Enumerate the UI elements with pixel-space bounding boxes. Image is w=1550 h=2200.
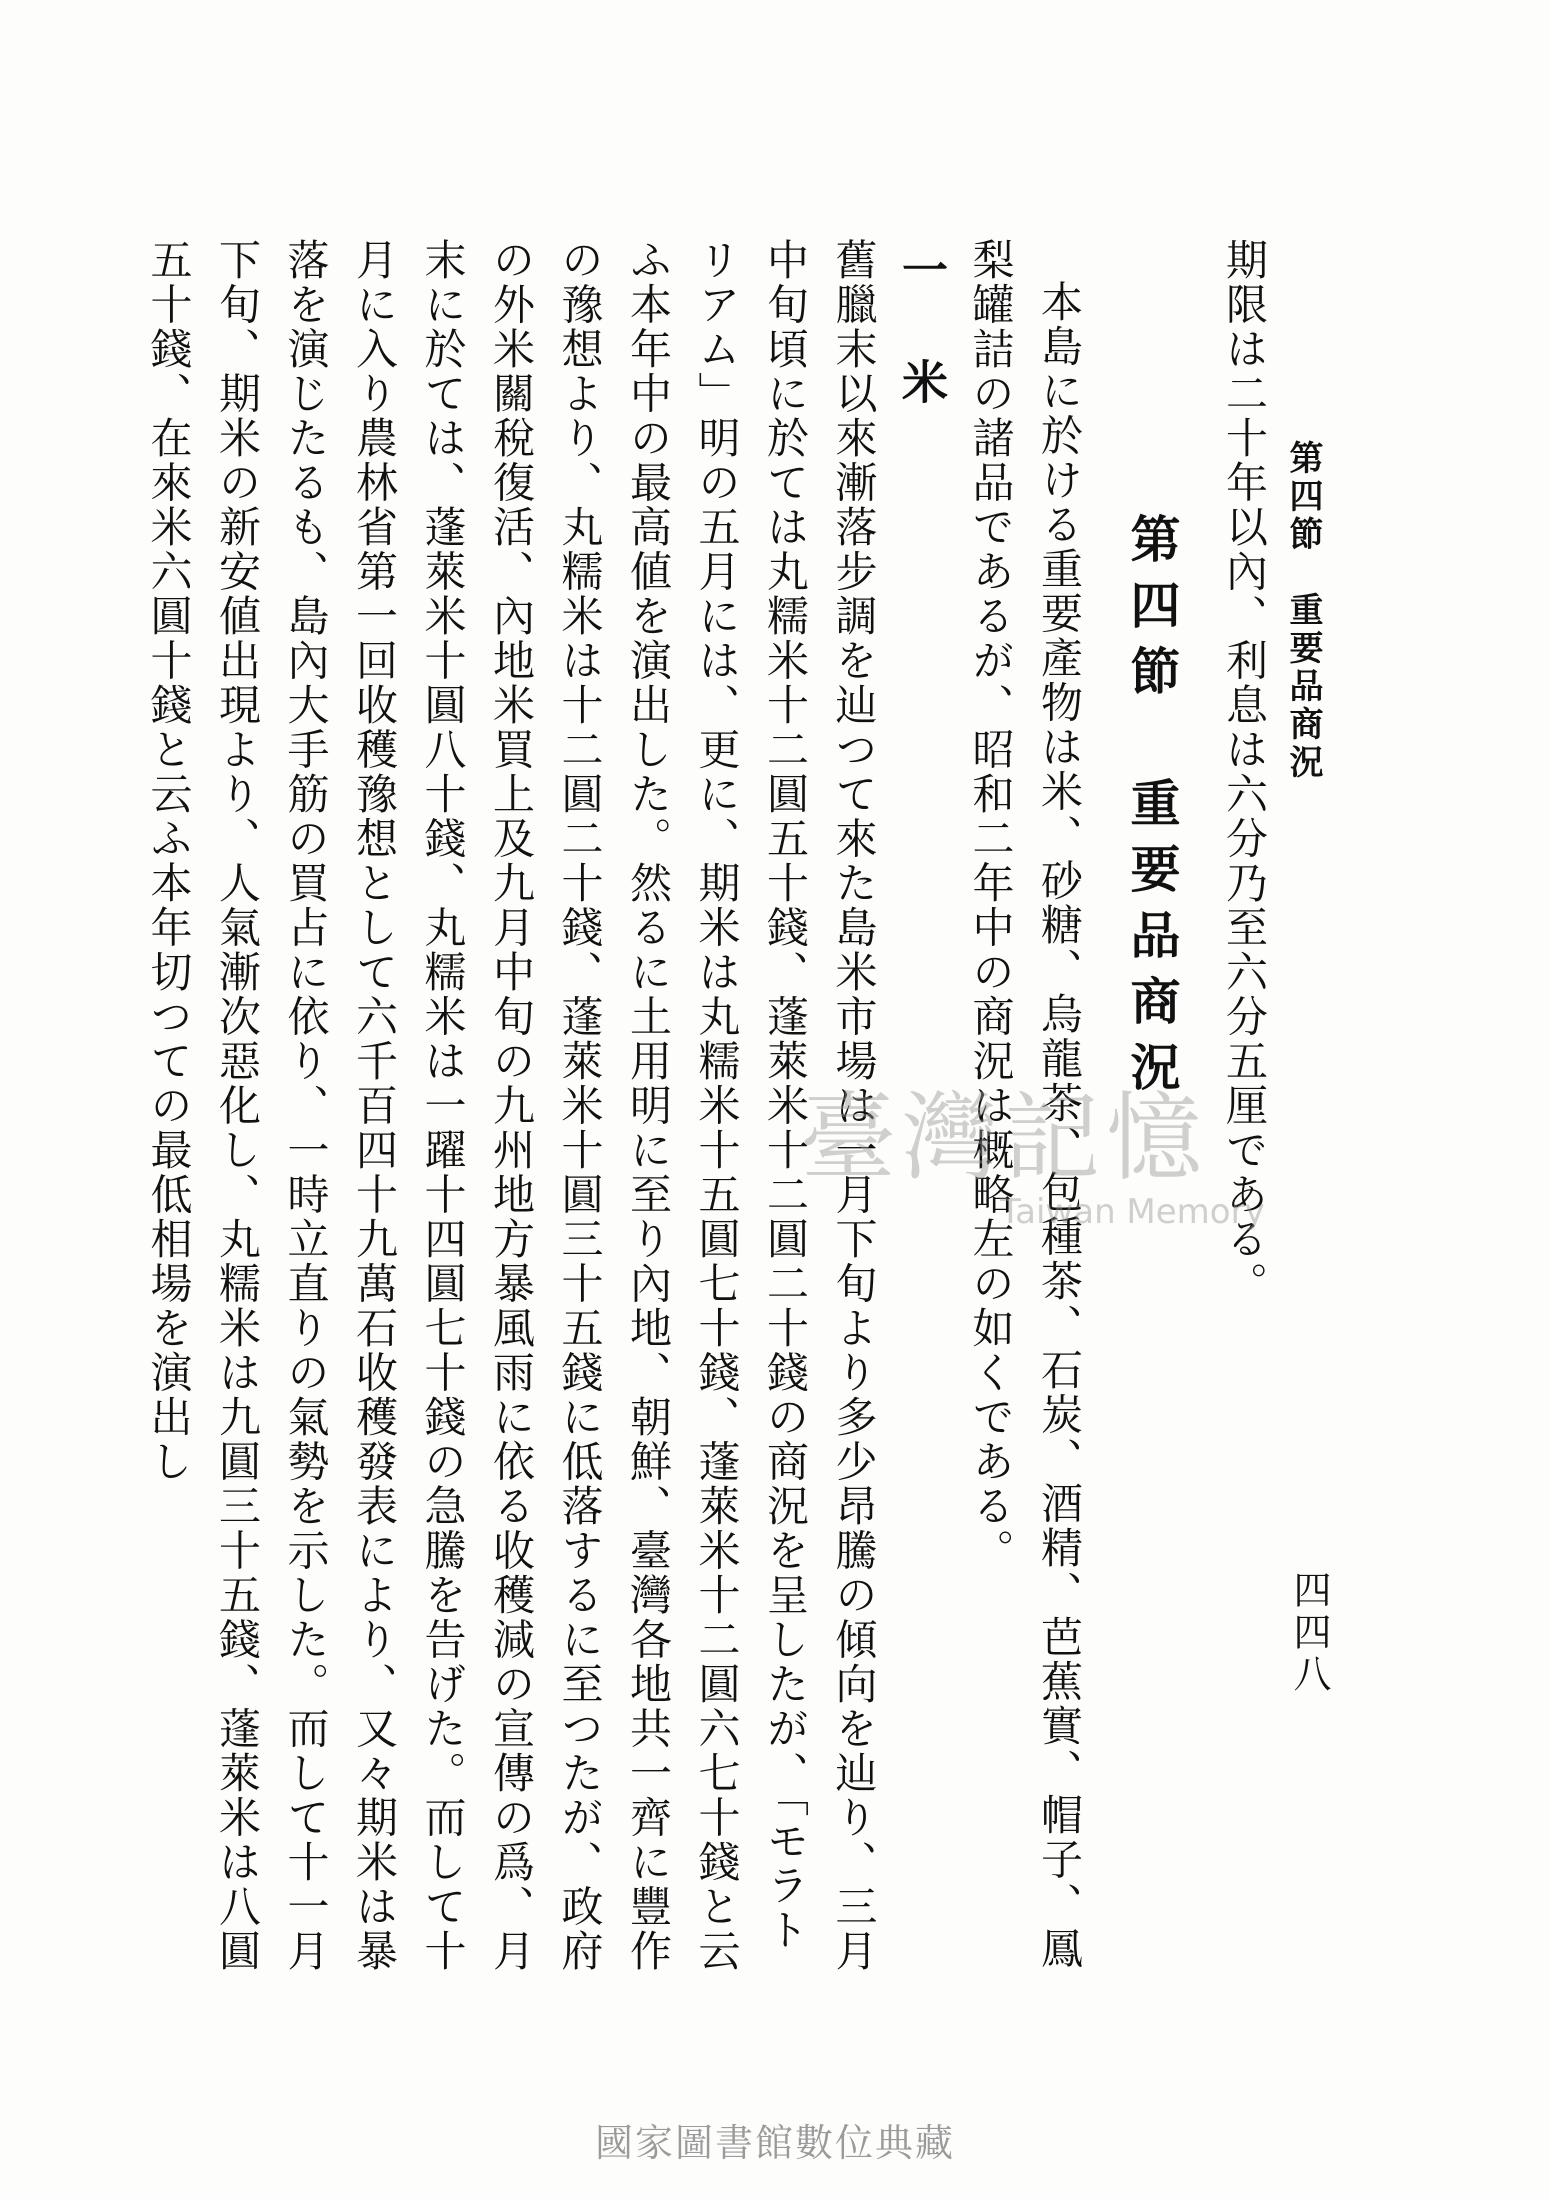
- watermark-logo: [800, 1082, 1265, 1270]
- page-number: 四四八: [1287, 1570, 1331, 1696]
- paragraph-rice: 舊臘末以來漸落步調を辿つて來た島米市場は一月下旬より多少昂騰の傾向を辿り、三月中旬頃に於ては丸糯米十二圓五十錢、蓬萊米十二圓二十錢の商況を呈したが、「モラトリアム」明の五月には、更に、期米は丸糯米十五圓七十錢、蓬萊米十二圓六七十錢と云ふ本年中の最高値を演出した。然るに土用明に至り內地、朝鮮、臺灣各地共一齊に豐作の豫想より、丸糯米は十二圓二十錢、蓬萊米十圓三十五錢に低落するに至つたが、政府の外米關稅復活、內地米買上及九月中旬の九州地方暴風雨に依る收穫減の宣傳の爲、月末に於ては、蓬萊米十圓八十錢、丸糯米は一躍十四圓七十錢の急騰を告げた。而して十月に入り農林省第一回收穫豫想として六千百四十九萬石收穫發表により、又々期米は暴落を演じたるも、島內大手筋の買占に依り、一時立直りの氣勢を示した。而して十一月下旬、期米の新安値出現より、人氣漸次惡化し、丸糯米は九圓三十五錢、蓬萊米は八圓五十錢、在來米六圓十錢と云ふ本年切つての最低相場を演出し: [144, 238, 879, 1974]
- watermark-title: 臺灣記憶: [800, 1082, 1208, 1194]
- watermark-subtitle: Taiwan Memory: [1000, 1192, 1265, 1232]
- item-heading-rice: 一 米: [895, 246, 949, 414]
- running-head: 第四節 重要品商況: [1283, 440, 1323, 782]
- footer-archive-label: 國家圖書館數位典藏: [594, 2121, 955, 2165]
- paragraph-intro: 本島に於ける重要產物は米、砂糖、烏龍茶、包種茶、石炭、酒精、芭蕉實、帽子、鳳梨罐詰の諸品であるが、昭和二年中の商況は概略左の如くである。: [966, 238, 1084, 1971]
- paragraph-continuation: 期限は二十年以內、利息は六分乃至六分五厘である。: [1220, 238, 1269, 1306]
- section-heading: 第四節 重要品商況: [1122, 513, 1182, 1107]
